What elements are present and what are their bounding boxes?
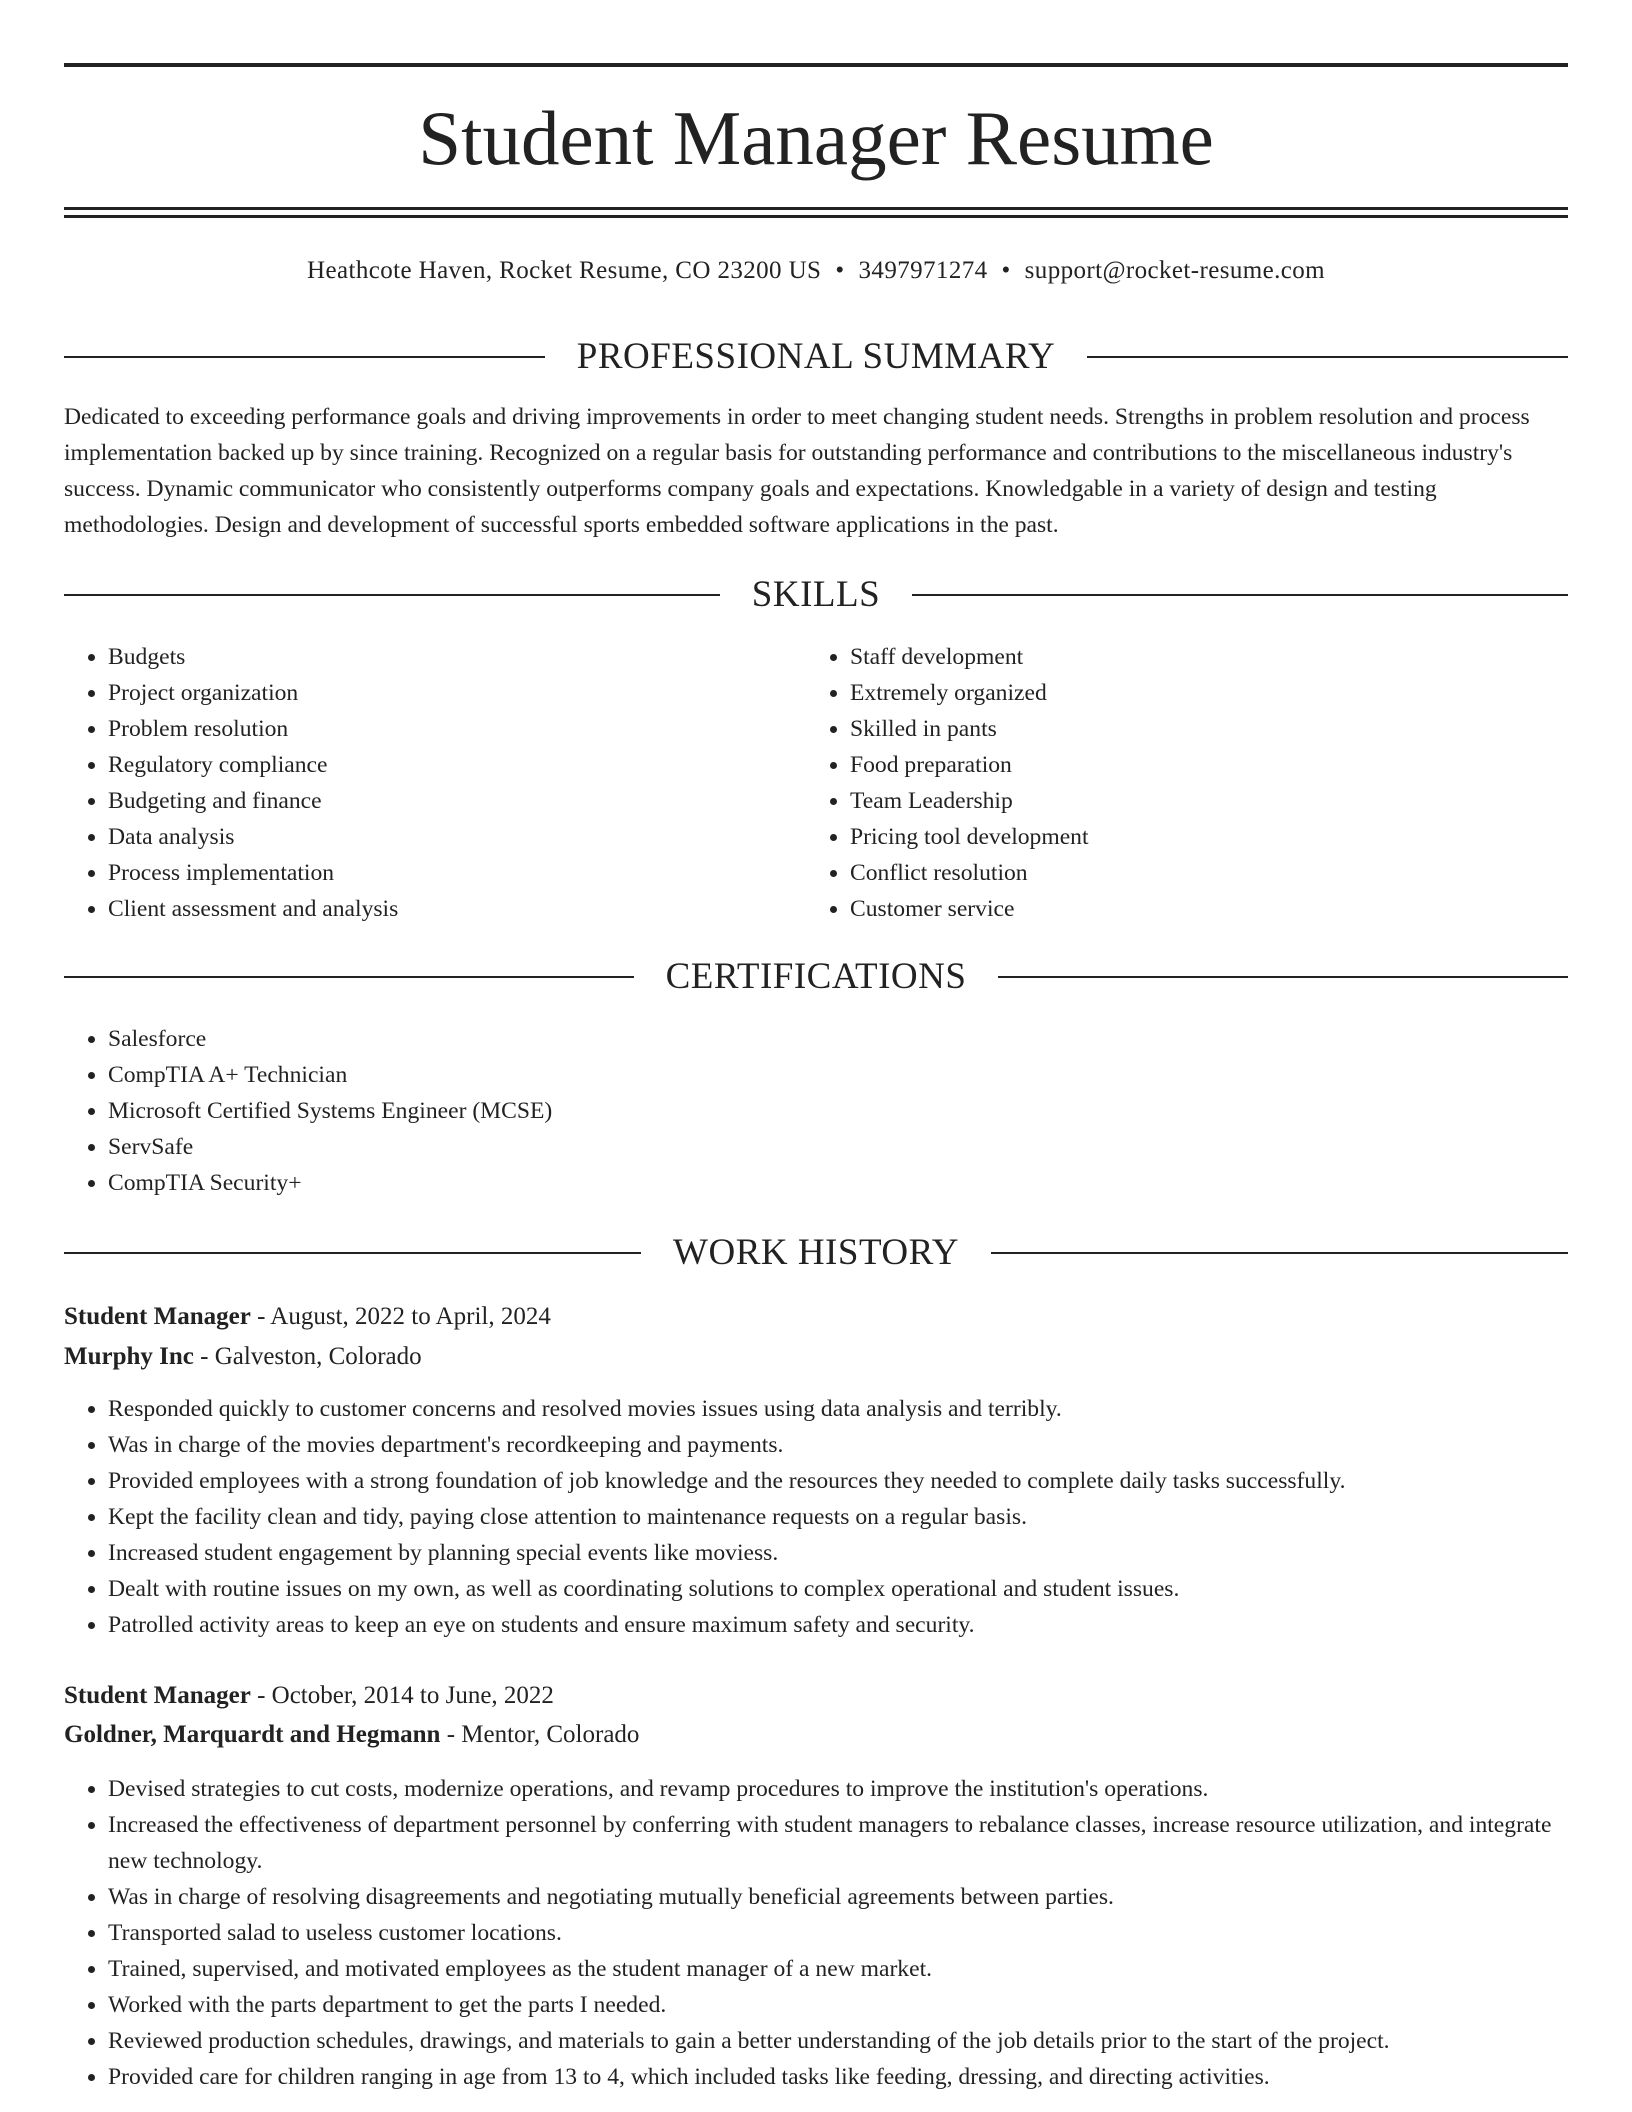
certifications-heading: CERTIFICATIONS [665, 956, 967, 997]
job-title-line: Student Manager - August, 2022 to April, 2024 [64, 1303, 551, 1330]
skill-item: • Budgets [108, 639, 808, 675]
certifications-heading-block [64, 955, 1568, 999]
job-company: Goldner, Marquardt and Hegmann [64, 1721, 441, 1748]
skill-item: • Project organization [108, 675, 808, 711]
job-company-line: Murphy Inc - Galveston, Colorado [64, 1343, 422, 1370]
skill-item: • Extremely organized [850, 675, 1550, 711]
skill-item: • Problem resolution [108, 711, 808, 747]
job-bullets [64, 1391, 1568, 1643]
divider-line [991, 1252, 1568, 1254]
divider-line [64, 594, 720, 596]
skill-item: • Process implementation [108, 855, 808, 891]
summary-heading: PROFESSIONAL SUMMARY [576, 336, 1056, 377]
job-title-line: Student Manager - October, 2014 to June, 2022 [64, 1682, 554, 1709]
contact-email[interactable]: support@rocket-resume.com [1024, 257, 1325, 284]
divider-line [64, 976, 634, 978]
job-bullet: • Reviewed production schedules, drawings, and materials to gain a better understanding of the job details prior to the start of the project. [108, 2023, 1568, 2059]
job-bullet: • Increased the effectiveness of department personnel by conferring with student managers to rebalance classes, increase resource utilization, and integrate new technology. [108, 1807, 1568, 1879]
certification-item: • ServSafe [108, 1129, 1508, 1165]
skills-list-right [806, 639, 1550, 927]
job-bullet: • Provided employees with a strong foundation of job knowledge and the resources they needed to complete daily tasks successfully. [108, 1463, 1568, 1499]
skill-item: • Staff development [850, 639, 1550, 675]
job-title: Student Manager [64, 1303, 251, 1330]
skills-heading-block [64, 573, 1568, 617]
skill-item: • Regulatory compliance [108, 747, 808, 783]
divider-line [64, 356, 545, 358]
summary-heading-block [64, 335, 1568, 379]
job-location: Mentor, Colorado [461, 1721, 640, 1748]
skills-list-left [64, 639, 808, 927]
job-company-line: Goldner, Marquardt and Hegmann - Mentor, Colorado [64, 1721, 640, 1748]
job-bullet: • Dealt with routine issues on my own, as well as coordinating solutions to complex operational and student issues. [108, 1571, 1568, 1607]
job-dates: August, 2022 to April, 2024 [270, 1303, 551, 1330]
job-company: Murphy Inc [64, 1343, 194, 1370]
skill-item: • Budgeting and finance [108, 783, 808, 819]
job-bullet: • Increased student engagement by planning special events like moviess. [108, 1535, 1568, 1571]
skill-item: • Customer service [850, 891, 1550, 927]
contact-line [64, 255, 1568, 287]
job-title: Student Manager [64, 1682, 251, 1709]
certification-item: • Microsoft Certified Systems Engineer (MCSE) [108, 1093, 1508, 1129]
title-rule-upper [64, 207, 1568, 210]
skill-item: • Team Leadership [850, 783, 1550, 819]
skill-item: • Conflict resolution [850, 855, 1550, 891]
skill-item: • Pricing tool development [850, 819, 1550, 855]
job-bullet: • Responded quickly to customer concerns and resolved movies issues using data analysis and terribly. [108, 1391, 1568, 1427]
job-bullet: • Was in charge of resolving disagreements and negotiating mutually beneficial agreements between parties. [108, 1879, 1568, 1915]
divider-line [64, 1252, 641, 1254]
certifications-list [64, 1021, 1508, 1201]
divider-line [912, 594, 1568, 596]
contact-separator: • [1001, 257, 1011, 284]
certification-item: • CompTIA Security+ [108, 1165, 1508, 1201]
contact-address: Heathcote Haven, Rocket Resume, CO 23200 US [307, 257, 822, 284]
skill-item: • Data analysis [108, 819, 808, 855]
job-bullets [64, 1771, 1568, 2095]
job-bullet: • Transported salad to useless customer locations. [108, 1915, 1568, 1951]
contact-separator: • [835, 257, 845, 284]
job-bullet: • Was in charge of the movies department's recordkeeping and payments. [108, 1427, 1568, 1463]
summary-text: Dedicated to exceeding performance goals and driving improvements in order to meet changing student needs. Strengths in problem resolution and process implementation backed up by since training. Recognized on a regular basis for outstanding performance and contributions to the miscellaneous industry's success. Dynamic communicator who consistently outperforms company goals and expectations. Knowledgable in a variety of design and testing methodologies. Design and development of successful sports embedded software applications in the past. [64, 404, 1530, 538]
job-dates: October, 2014 to June, 2022 [271, 1682, 554, 1709]
job-bullet: • Trained, supervised, and motivated employees as the student manager of a new market. [108, 1951, 1568, 1987]
work-heading: WORK HISTORY [673, 1232, 959, 1273]
divider-line [998, 976, 1568, 978]
job-bullet: • Provided care for children ranging in age from 13 to 4, which included tasks like feeding, dressing, and directing activities. [108, 2059, 1568, 2095]
title-rule-lower [64, 215, 1568, 218]
job-bullet: • Worked with the parts department to get the parts I needed. [108, 1987, 1568, 2023]
skill-item: • Client assessment and analysis [108, 891, 808, 927]
divider-line [1087, 356, 1568, 358]
job-bullet: • Kept the facility clean and tidy, paying close attention to maintenance requests on a regular basis. [108, 1499, 1568, 1535]
certification-item: • Salesforce [108, 1021, 1508, 1057]
job-bullet: • Patrolled activity areas to keep an eye on students and ensure maximum safety and security. [108, 1607, 1568, 1643]
certification-item: • CompTIA A+ Technician [108, 1057, 1508, 1093]
job-location: Galveston, Colorado [214, 1343, 422, 1370]
skill-item: • Food preparation [850, 747, 1550, 783]
page-title: Student Manager Resume [418, 95, 1214, 181]
contact-phone[interactable]: 3497971274 [858, 257, 988, 284]
job-bullet: • Devised strategies to cut costs, modernize operations, and revamp procedures to improve the institution's operations. [108, 1771, 1568, 1807]
top-rule [64, 63, 1568, 67]
work-heading-block [64, 1231, 1568, 1275]
skill-item: • Skilled in pants [850, 711, 1550, 747]
skills-heading: SKILLS [751, 574, 881, 615]
